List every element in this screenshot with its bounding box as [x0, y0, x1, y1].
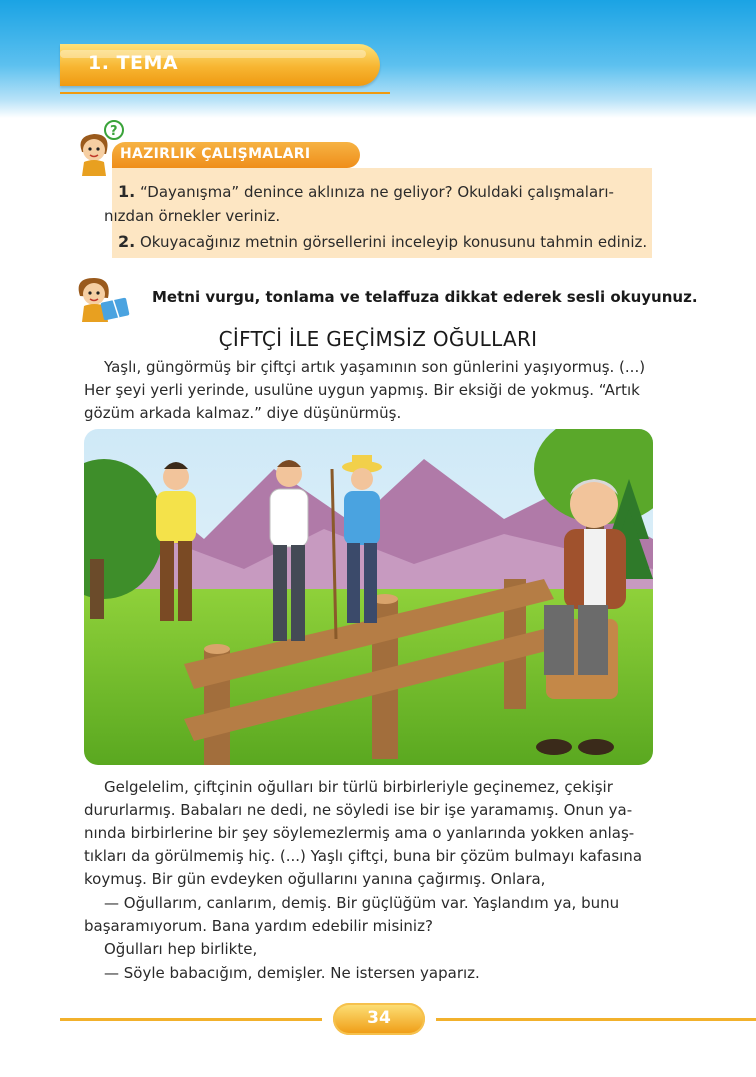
story-paragraph-3 — [84, 892, 652, 938]
question-1-number: 1. — [118, 182, 136, 201]
paragraph-1-line-1: Yaşlı, güngörmüş bir çiftçi artık yaşamının son günlerini yaşıyormuş. (...) — [104, 358, 646, 376]
paragraph-2-line-4: tıkları da görülmemiş hiç. (...) Yaşlı çiftçi, buna bir çözüm bulmayı kafasına — [84, 847, 643, 865]
question-1-line-2: nızdan örnekler veriniz. — [104, 207, 281, 225]
reading-instruction: Metni vurgu, tonlama ve telaffuza dikkat ederek sesli okuyunuz. — [152, 288, 698, 306]
story-paragraph-1 — [84, 356, 652, 425]
question-2: 2. Okuyacağınız metnin görsellerini inceleyip konusunu tahmin ediniz. — [118, 232, 648, 251]
farmer-and-sons-illustration — [84, 429, 653, 765]
paragraph-3-line-2: başaramıyorum. Bana yardım edebilir misiniz? — [84, 917, 433, 935]
paragraph-1-line-2: Her şeyi yerli yerinde, usulüne uygun yapmış. Bir eksiği de yokmuş. “Artık — [84, 381, 640, 399]
paragraph-3-line-1: — Oğullarım, canlarım, demiş. Bir güçlüğüm var. Yaşlandım ya, bunu — [104, 894, 620, 912]
paragraph-1-line-3: gözüm arkada kalmaz.” diye düşünürmüş. — [84, 404, 402, 422]
hazirlik-title: HAZIRLIK ÇALIŞMALARI — [120, 146, 311, 162]
footer-rule-left — [60, 1018, 322, 1021]
tema-title: 1. TEMA — [88, 52, 179, 74]
story-paragraph-4: Oğulları hep birlikte, — [104, 940, 258, 958]
footer-rule-right — [436, 1018, 756, 1021]
question-1-line-1: 1. “Dayanışma” denince aklınıza ne geliyor? Okuldaki çalışmaları- — [118, 182, 614, 201]
story-paragraph-2 — [84, 776, 652, 891]
paragraph-2-line-3: nında birbirlerine bir şey söylemezlermiş ama o yanlarında yokken anlaş- — [84, 824, 635, 842]
paragraph-2-line-2: dururlarmış. Babaları ne dedi, ne söyledi ise bir işe yaramamış. Onun ya- — [84, 801, 633, 819]
paragraph-2-line-5: koymuş. Bir gün evdeyken oğullarını yanına çağırmış. Onlara, — [84, 870, 546, 888]
story-title: ÇİFTÇİ İLE GEÇİMSİZ OĞULLARI — [218, 327, 538, 351]
girl-mascot-reading-icon — [72, 268, 134, 324]
question-2-number: 2. — [118, 232, 136, 251]
story-paragraph-5: — Söyle babacığım, demişler. Ne istersen yaparız. — [104, 964, 480, 982]
page-number: 34 — [367, 1008, 391, 1028]
paragraph-2-line-1: Gelgelelim, çiftçinin oğulları bir türlü birbirleriyle geçinemez, çekişir — [104, 778, 613, 796]
svg-text:?: ? — [110, 124, 118, 139]
tema-underline — [60, 92, 390, 94]
